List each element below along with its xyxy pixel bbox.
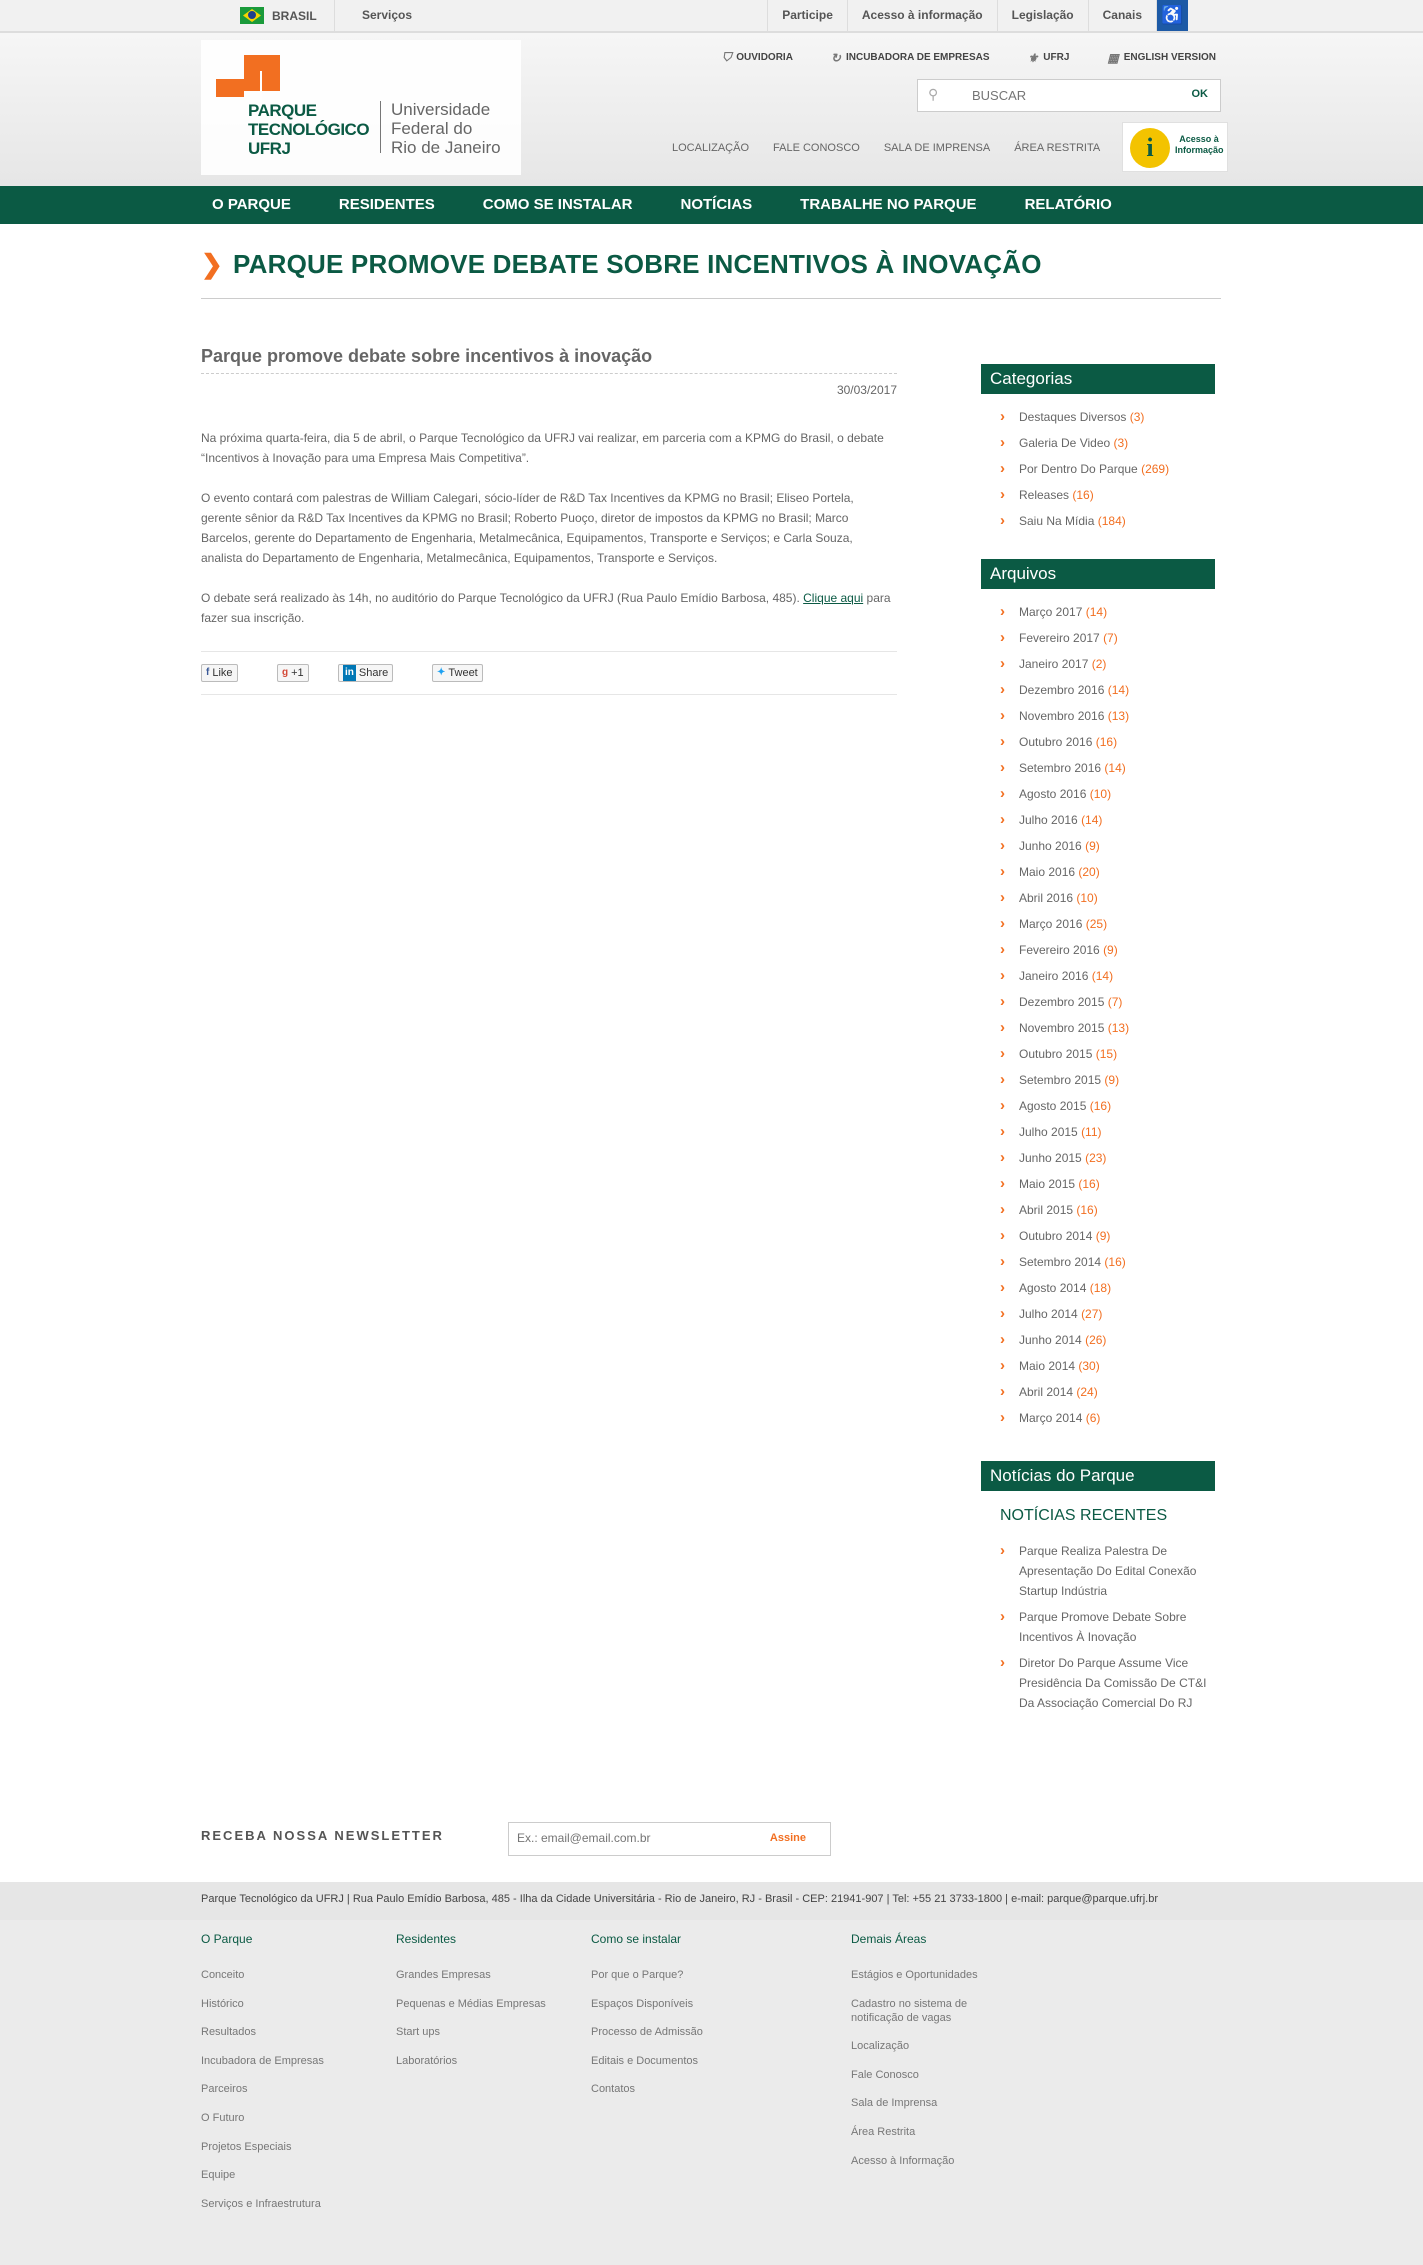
chevron-right-icon: ❯ (201, 249, 223, 279)
archive-item[interactable]: › Setembro 2016 (14) (1000, 755, 1215, 781)
footer-link[interactable]: Área Restrita (851, 2125, 916, 2138)
footer-address-bar (0, 1882, 1423, 1920)
newsletter-form (508, 1822, 831, 1856)
archive-item[interactable]: › Abril 2014 (24) (1000, 1379, 1215, 1405)
footer-link[interactable]: Laboratórios (396, 2054, 458, 2067)
archive-item[interactable]: › Junho 2015 (23) (1000, 1145, 1215, 1171)
search-button[interactable]: OK (1191, 88, 1208, 100)
acesso-informacao-link[interactable]: Acesso à informação (847, 0, 997, 31)
newsletter (201, 1822, 1221, 1862)
archive-item[interactable]: › Dezembro 2015 (7) (1000, 989, 1215, 1015)
footer-link[interactable]: Projetos Especiais (201, 2140, 292, 2153)
clique-aqui-link[interactable]: Clique aqui (803, 591, 864, 605)
footer-link[interactable]: Editais e Documentos (591, 2054, 698, 2067)
logo-ufrj-name: Universidade Federal do Rio de Janeiro (391, 100, 501, 157)
google-plus-button[interactable]: g +1 (277, 664, 309, 682)
newsletter-email-input[interactable] (517, 1831, 737, 1845)
facebook-icon: f (206, 667, 210, 678)
archive-item[interactable]: › Agosto 2015 (16) (1000, 1093, 1215, 1119)
archive-item[interactable]: › Junho 2014 (26) (1000, 1327, 1215, 1353)
footer-address: Parque Tecnológico da UFRJ | Rua Paulo Emídio Barbosa, 485 - Ilha da Cidade Universitária - Rio de Janeiro, RJ - Brasil - CEP: 21941-907 | Tel: +55 21 3733-1800 | e-mail: parque@parque.ufrj.br (201, 1893, 1158, 1905)
recent-news-item[interactable]: › Parque Promove Debate Sobre Incentivos À Inovação (1000, 1607, 1215, 1647)
footer-link[interactable]: Resultados (201, 2026, 257, 2039)
shield-icon: ⛉ (722, 50, 732, 64)
categorias-list (981, 404, 1215, 534)
archive-item[interactable]: › Novembro 2015 (13) (1000, 1015, 1215, 1041)
archive-item[interactable]: › Outubro 2016 (16) (1000, 729, 1215, 755)
accessibility-icon[interactable]: ♿ (1156, 0, 1188, 31)
nav-noticias[interactable]: NOTÍCIAS (680, 196, 753, 213)
share-bar (201, 651, 897, 695)
footer-link[interactable]: Conceito (201, 1969, 245, 1981)
footer-link[interactable]: Espaços Disponíveis (591, 1997, 694, 2010)
ufrj-icon: ⚜ (1027, 50, 1039, 65)
archive-item[interactable]: › Fevereiro 2016 (9) (1000, 937, 1215, 963)
footer-link[interactable]: Estágios e Oportunidades (851, 1969, 978, 1981)
participe-link[interactable]: Participe (767, 0, 847, 31)
footer-link[interactable]: O Futuro (201, 2111, 245, 2124)
footer-link[interactable]: Contatos (591, 2083, 636, 2096)
archive-item[interactable]: › Julho 2015 (11) (1000, 1119, 1215, 1145)
archive-item[interactable]: › Outubro 2014 (9) (1000, 1223, 1215, 1249)
localizacao-link[interactable]: LOCALIZAÇÃO (672, 142, 750, 154)
archive-item[interactable]: › Maio 2014 (30) (1000, 1353, 1215, 1379)
footer-col-demais-areas: Demais Áreas Estágios e Oportunidades Cadastro no sistema de notificação de vagas Localização Fale Conosco Sala de Imprensa Área Restrita Acesso à Informação (851, 1932, 1001, 2182)
recent-news-item[interactable]: › Parque Realiza Palestra De Apresentação Do Edital Conexão Startup Indústria (1000, 1541, 1215, 1601)
legislacao-link[interactable]: Legislação (997, 0, 1088, 31)
top-links (722, 50, 1216, 65)
noticias-heading: Notícias do Parque (981, 1461, 1215, 1491)
footer-col-residentes: Residentes Grandes Empresas Pequenas e Médias Empresas Start ups Laboratórios (396, 1932, 546, 2067)
archive-item[interactable]: › Março 2014 (6) (1000, 1405, 1215, 1431)
nav-trabalhe-no-parque[interactable]: TRABALHE NO PARQUE (800, 196, 977, 213)
search-box (917, 79, 1221, 112)
archive-item[interactable]: › Agosto 2016 (10) (1000, 781, 1215, 807)
archive-item[interactable]: › Novembro 2016 (13) (1000, 703, 1215, 729)
ufrj-link[interactable]: ⚜ UFRJ (1027, 50, 1070, 65)
archive-item[interactable]: › Março 2016 (25) (1000, 911, 1215, 937)
recent-news-item[interactable]: › Diretor Do Parque Assume Vice Presidência Da Comissão De CT&I Da Associação Comercial Do RJ (1000, 1653, 1215, 1713)
info-icon: i (1130, 128, 1170, 168)
footer-link[interactable]: Fale Conosco (851, 2068, 919, 2081)
archive-item[interactable]: › Dezembro 2016 (14) (1000, 677, 1215, 703)
archive-item[interactable]: › Janeiro 2016 (14) (1000, 963, 1215, 989)
footer-link[interactable]: Processo de Admissão (591, 2026, 703, 2039)
gov-links (767, 0, 1188, 31)
servicos-link[interactable]: Serviços (362, 8, 413, 22)
nav-relatorio[interactable]: RELATÓRIO (1024, 196, 1112, 213)
acesso-informacao-badge[interactable] (1122, 122, 1228, 172)
archive-item[interactable]: › Setembro 2014 (16) (1000, 1249, 1215, 1275)
sidebar (981, 364, 1215, 1719)
footer-link[interactable]: Histórico (201, 1997, 244, 2010)
footer-link[interactable]: Parceiros (201, 2083, 248, 2096)
main-nav (0, 186, 1423, 224)
article-paragraph: O debate será realizado às 14h, no auditório do Parque Tecnológico da UFRJ (Rua Paulo Emídio Barbosa, 485). Clique aqui para fazer sua inscrição. (201, 591, 891, 625)
uk-flag-icon: ▦ (1107, 50, 1119, 65)
archive-item[interactable]: › Junho 2016 (9) (1000, 833, 1215, 859)
newsletter-label: RECEBA NOSSA NEWSLETTER (201, 1828, 444, 1843)
footer-link[interactable]: Equipe (201, 2169, 236, 2182)
recentes-list (981, 1525, 1215, 1713)
fale-conosco-link[interactable]: FALE CONOSCO (773, 142, 860, 154)
article-date: 30/03/2017 (836, 383, 897, 397)
footer-link[interactable]: Sala de Imprensa (851, 2097, 938, 2110)
category-item[interactable]: › Por Dentro Do Parque (269) (1000, 456, 1215, 482)
newsletter-subscribe-button[interactable]: Assine (769, 1832, 806, 1844)
footer-link[interactable]: Grandes Empresas (396, 1969, 491, 1981)
facebook-like-button[interactable]: f Like (201, 664, 238, 682)
footer-link[interactable]: Por que o Parque? (591, 1969, 684, 1981)
incubadora-link[interactable]: ↻ INCUBADORA DE EMPRESAS (830, 50, 990, 65)
site-header (0, 33, 1423, 186)
twitter-icon: ✦ (437, 667, 446, 678)
category-item[interactable]: › Releases (16) (1000, 482, 1215, 508)
logo-divider (380, 101, 381, 153)
archive-item[interactable]: › Julho 2014 (27) (1000, 1301, 1215, 1327)
area-restrita-link[interactable]: ÁREA RESTRITA (1014, 142, 1101, 154)
gov-bar (0, 0, 1423, 33)
archive-item[interactable]: › Maio 2016 (20) (1000, 859, 1215, 885)
ouvidoria-link[interactable]: ⛉ OUVIDORIA (722, 50, 793, 64)
footer-link[interactable]: Pequenas e Médias Empresas (396, 1997, 546, 2010)
footer (0, 1920, 1423, 2265)
archive-item[interactable]: › Agosto 2014 (18) (1000, 1275, 1215, 1301)
footer-link[interactable]: Localização (851, 2040, 910, 2053)
brasil-link[interactable] (240, 0, 317, 31)
article-paragraph: Na próxima quarta-feira, dia 5 de abril, o Parque Tecnológico da UFRJ vai realizar, em parceria com a KPMG do Brasil, o debate “Incentivos à Inovação para uma Empresa Mais Competitiva”. (201, 431, 884, 465)
footer-link[interactable]: Serviços e Infraestrutura (201, 2197, 321, 2210)
article (201, 346, 897, 679)
archive-item[interactable]: › Outubro 2015 (15) (1000, 1041, 1215, 1067)
archive-item[interactable]: › Setembro 2015 (9) (1000, 1067, 1215, 1093)
article-body (201, 428, 897, 628)
categorias-heading: Categorias (981, 364, 1215, 394)
logo-park-name: PARQUE TECNOLÓGICO UFRJ (248, 101, 370, 158)
acesso-label: Acesso à Informação (1175, 134, 1224, 155)
footer-col-como-se-instalar: Como se instalar Por que o Parque? Espaços Disponíveis Processo de Admissão Editais e Documentos Contatos (591, 1932, 703, 2096)
divider (334, 0, 335, 31)
archive-item[interactable]: › Julho 2016 (14) (1000, 807, 1215, 833)
nav-o-parque[interactable]: O PARQUE (212, 196, 291, 213)
archive-item[interactable]: › Janeiro 2017 (2) (1000, 651, 1215, 677)
canais-link[interactable]: Canais (1088, 0, 1156, 31)
archive-item[interactable]: › Fevereiro 2017 (7) (1000, 625, 1215, 651)
recentes-heading: NOTÍCIAS RECENTES (1000, 1507, 1168, 1524)
search-icon: ⚲ (928, 86, 939, 102)
page-title: PARQUE PROMOVE DEBATE SOBRE INCENTIVOS À INOVAÇÃO (233, 249, 1042, 279)
archive-item[interactable]: › Março 2017 (14) (1000, 599, 1215, 625)
nav-como-se-instalar[interactable]: COMO SE INSTALAR (482, 196, 633, 213)
footer-link[interactable]: Acesso à Informação (851, 2154, 955, 2167)
article-title: Parque promove debate sobre incentivos à inovação (201, 346, 897, 374)
footer-col-o-parque: O Parque Conceito Histórico Resultados Incubadora de Empresas Parceiros O Futuro Projetos Especiais Equipe Serviços e Infraestrutura (201, 1932, 324, 2210)
arquivos-list (981, 599, 1215, 1431)
footer-link[interactable]: Cadastro no sistema de notificação de vagas (851, 1997, 968, 2024)
article-paragraph: O evento contará com palestras de William Calegari, sócio-líder de R&D Tax Incentives da KPMG no Brasil; Eliseo Portela, gerente sênior da R&D Tax Incentives da KPMG no Brasil; Roberto Puoço, diretor de impostos da KPMG no Brasil; Marco Barcelos, gerente do Departamento de Engenharia, Metalmecânica, Equipamentos, Transporte e Serviços; e Carla Souza, analista do Departamento de Engenharia, Metalmecânica, Equipamentos, Transporte e Serviços. (201, 491, 854, 565)
category-item[interactable]: › Destaques Diversos (3) (1000, 404, 1215, 430)
linkedin-share-button[interactable]: in Share (338, 664, 393, 682)
secondary-links (672, 142, 1100, 154)
footer-link[interactable]: Start ups (396, 2026, 441, 2039)
category-item[interactable]: › Galeria De Video (3) (1000, 430, 1215, 456)
arquivos-heading: Arquivos (981, 559, 1215, 589)
search-input[interactable] (972, 88, 1162, 103)
category-item[interactable]: › Saiu Na Mídia (184) (1000, 508, 1215, 534)
google-plus-icon: g (282, 667, 289, 678)
sala-imprensa-link[interactable]: SALA DE IMPRENSA (883, 142, 991, 154)
archive-item[interactable]: › Abril 2015 (16) (1000, 1197, 1215, 1223)
archive-item[interactable]: › Abril 2016 (10) (1000, 885, 1215, 911)
linkedin-icon: in (343, 665, 356, 681)
refresh-icon: ↻ (830, 50, 841, 65)
page-title-bar (201, 249, 1221, 299)
brasil-label: BRASIL (272, 8, 317, 23)
english-version-link[interactable]: ▦ ENGLISH VERSION (1107, 50, 1216, 65)
tweet-button[interactable]: ✦ Tweet (432, 664, 483, 682)
nav-residentes[interactable]: RESIDENTES (338, 196, 435, 213)
footer-link[interactable]: Incubadora de Empresas (201, 2054, 324, 2067)
brazil-flag-icon (240, 7, 264, 24)
archive-item[interactable]: › Maio 2015 (16) (1000, 1171, 1215, 1197)
